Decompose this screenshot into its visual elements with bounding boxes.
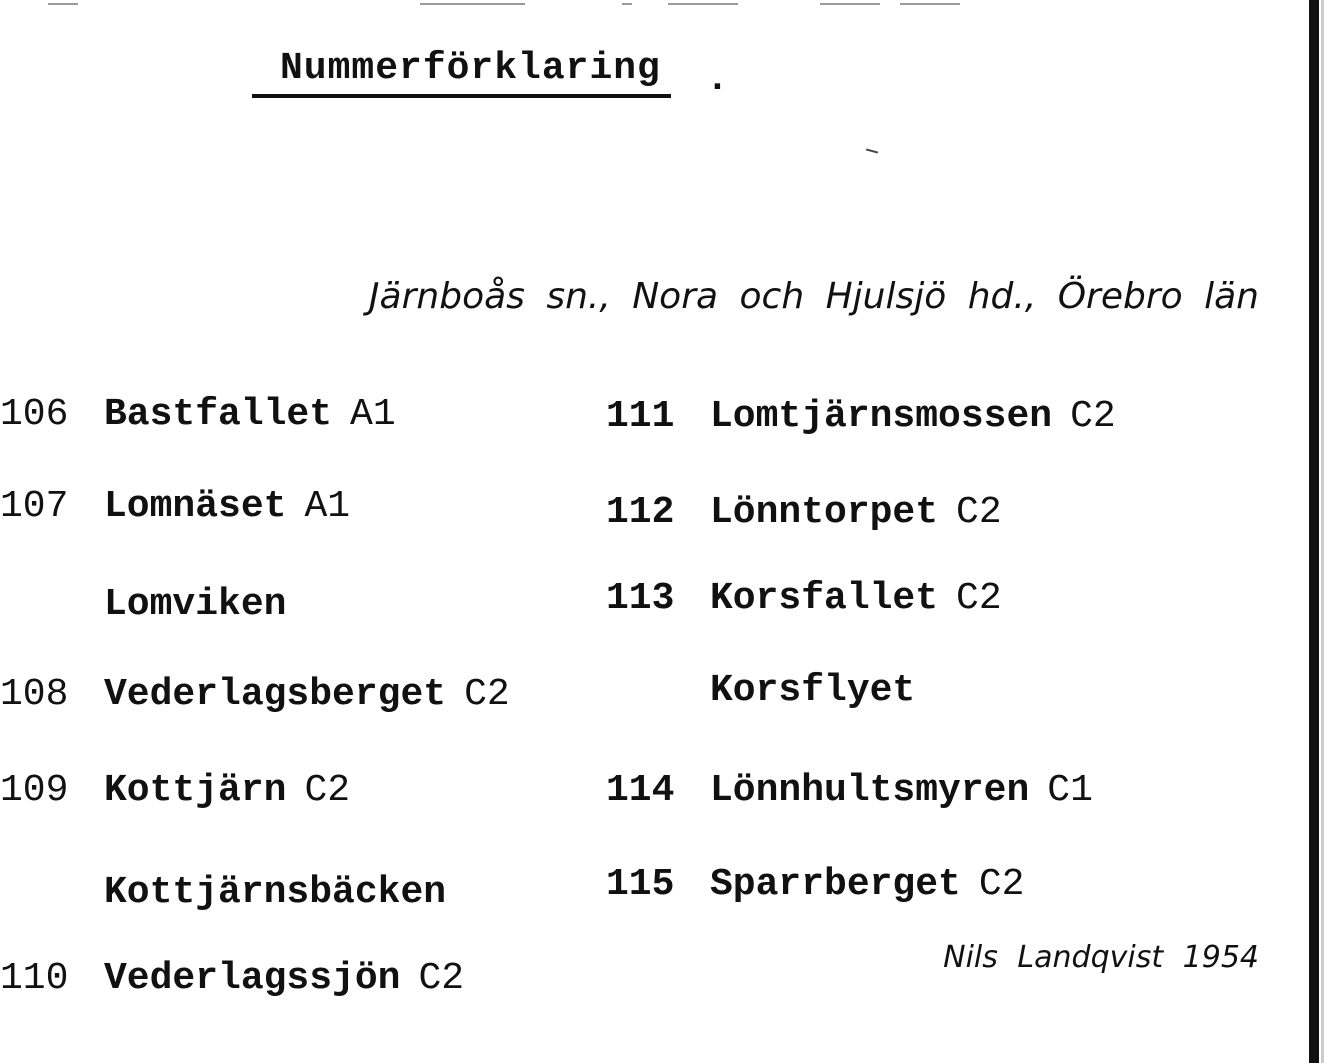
entry-grid: C2 — [1070, 395, 1116, 438]
entry-name: Bastfallet — [104, 393, 333, 436]
entry-number: 112 — [606, 491, 675, 534]
list-item — [0, 673, 510, 716]
entry-number: 106 — [0, 393, 69, 436]
entry-grid: A1 — [350, 393, 396, 436]
entry-grid: C2 — [418, 957, 465, 1000]
entry-grid: C1 — [1047, 769, 1093, 812]
scan-edge-faint — [1321, 0, 1324, 1063]
entry-name: Lomtjärnsmossen — [710, 395, 1053, 438]
entry-grid: C2 — [956, 491, 1002, 534]
entry-name: Vederlagsberget — [104, 673, 447, 716]
entry-grid: C2 — [464, 673, 510, 716]
entry-number: 113 — [606, 577, 675, 620]
entry-name: Lomviken — [104, 583, 287, 626]
page-title: Nummerförklaring — [252, 48, 671, 98]
entry-grid: C2 — [304, 769, 351, 812]
entry-number: 109 — [0, 769, 69, 812]
entry-grid: C2 — [978, 863, 1025, 906]
list-item — [606, 491, 1002, 534]
entry-number: 111 — [606, 395, 675, 438]
list-item — [606, 577, 1002, 620]
list-item — [606, 863, 1025, 906]
list-item — [0, 769, 351, 812]
entry-name: Sparrberget — [710, 863, 961, 906]
entry-name: Lönntorpet — [710, 491, 939, 534]
entry-number: 114 — [606, 769, 675, 812]
list-item — [0, 957, 465, 1000]
entry-grid: A1 — [304, 485, 351, 528]
entry-name: Kottjärnsbäcken — [104, 871, 447, 914]
entry-name: Korsfallet — [710, 577, 939, 620]
entry-number: 115 — [606, 863, 675, 906]
signature: Nils Landqvist 1954 — [943, 940, 1259, 975]
scan-mark — [866, 148, 878, 153]
list-item — [0, 583, 287, 626]
scan-artifacts — [0, 0, 1000, 8]
title-period: . — [706, 58, 729, 101]
entry-name: Korsflyet — [710, 669, 916, 712]
entry-name: Vederlagssjön — [104, 957, 401, 1000]
scan-edge — [1309, 0, 1319, 1063]
entry-number: 110 — [0, 957, 69, 1000]
list-item — [606, 769, 1093, 812]
entry-number: 108 — [0, 673, 69, 716]
entry-name: Lomnäset — [104, 485, 287, 528]
entry-name: Kottjärn — [104, 769, 287, 812]
list-item — [0, 485, 351, 528]
location-line: Järnboås sn., Nora och Hjulsjö hd., Örebro län — [368, 276, 1259, 317]
entry-number: 107 — [0, 485, 69, 528]
list-item — [0, 393, 396, 436]
entry-grid: C2 — [956, 577, 1002, 620]
list-item — [606, 669, 916, 712]
list-item — [0, 871, 447, 914]
entry-name: Lönnhultsmyren — [710, 769, 1030, 812]
list-item — [606, 395, 1116, 438]
